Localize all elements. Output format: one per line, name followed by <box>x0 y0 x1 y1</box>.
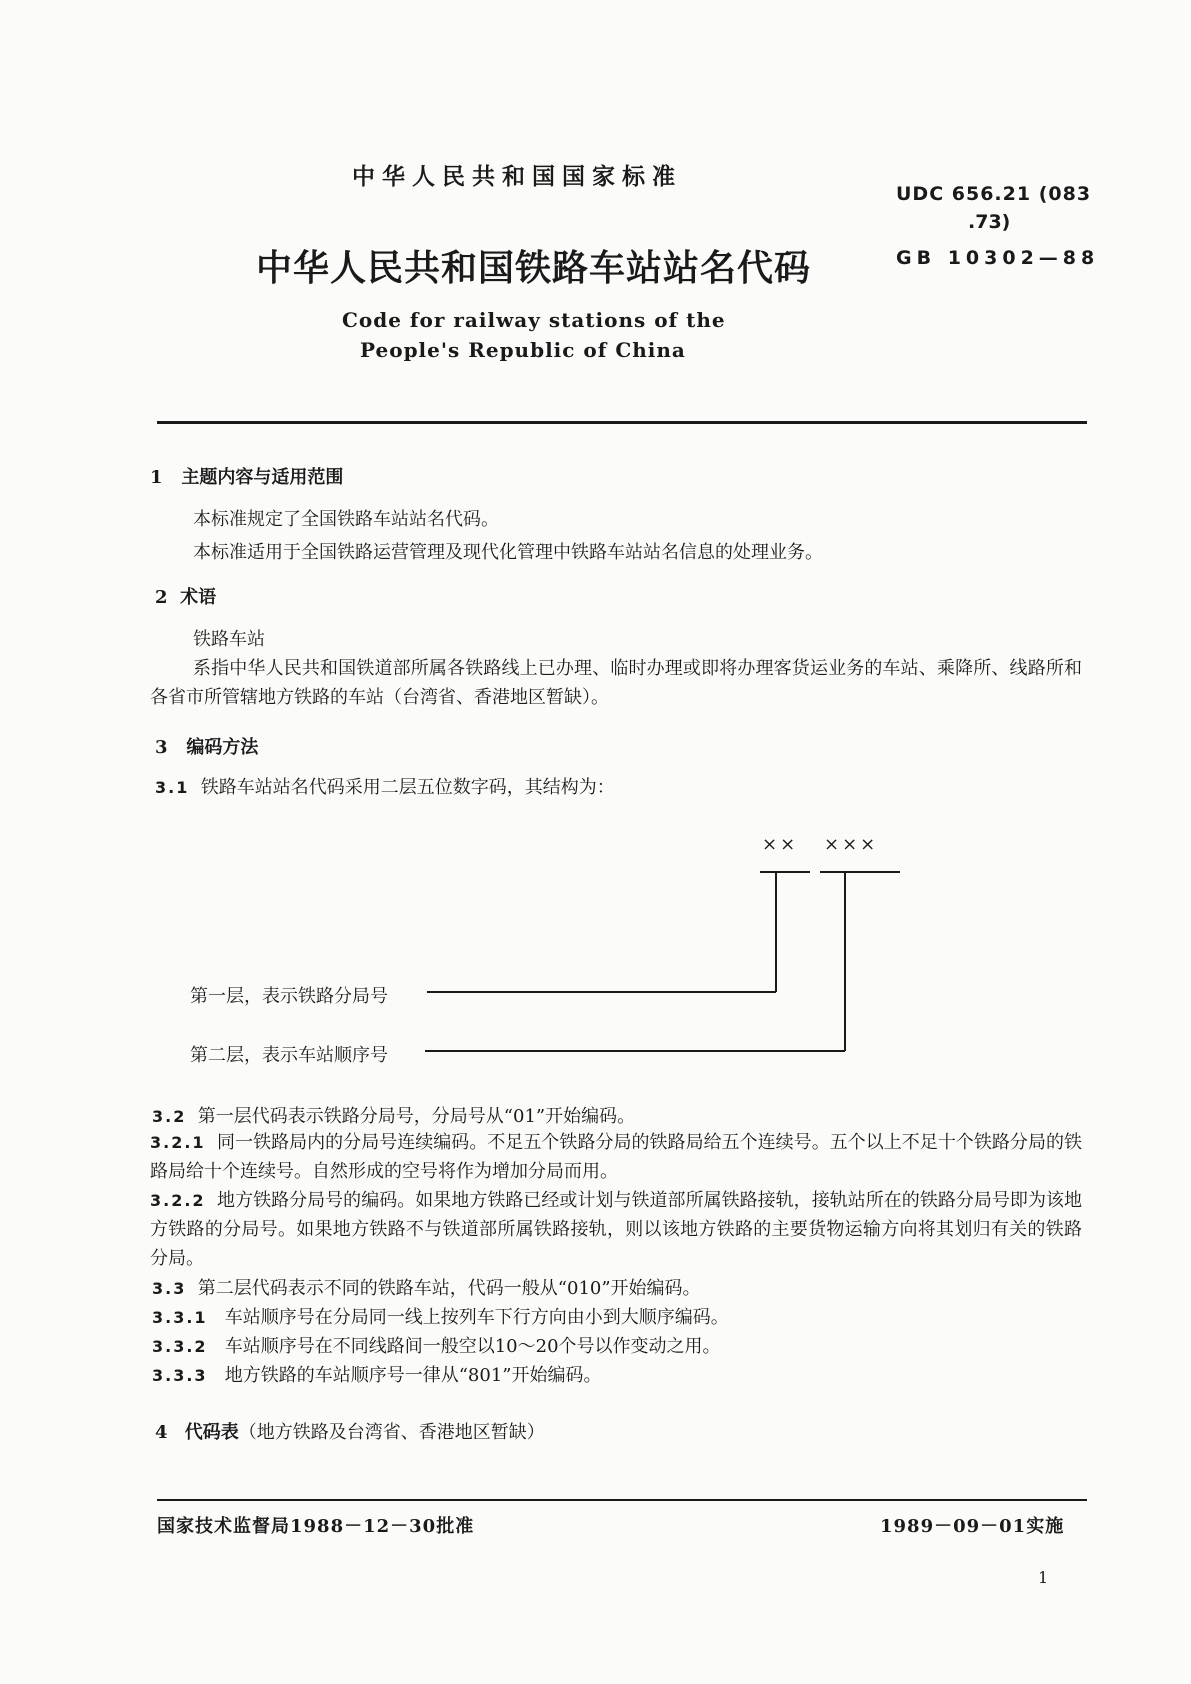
clause-3-3-3-text: 地方铁路的车站顺序号一律从“801”开始编码。 <box>224 1365 602 1386</box>
document-title-en-line1: Code for railway stations of the <box>342 308 726 332</box>
clause-3-3 <box>152 1274 701 1300</box>
diagram-label-level1: 第一层，表示铁路分局号 <box>190 986 388 1007</box>
clause-3-1-number: 3.1 <box>155 778 190 797</box>
clause-3-2 <box>152 1102 635 1128</box>
section1-number: 1 <box>150 467 163 488</box>
clause-3-3-1-text: 车站顺序号在分局同一线上按列车下行方向由小到大顺序编码。 <box>224 1307 729 1328</box>
udc-code-line2: .73) <box>968 211 1011 233</box>
clause-3-2-1-number: 3.2.1 <box>150 1133 206 1152</box>
code-group1: ×× <box>762 834 799 855</box>
clause-3-3-3 <box>152 1361 602 1387</box>
clause-3-2-text: 第一层代码表示铁路分局号，分局号从“01”开始编码。 <box>197 1106 636 1127</box>
section3-title: 编码方法 <box>186 737 259 758</box>
clause-3-3-number: 3.3 <box>152 1279 187 1298</box>
clause-3-2-1-text: 同一铁路局内的分局号连续编码。不足五个铁路分局的铁路局给五个连续号。五个以上不足十个铁路分局的铁路局给十个连续号。自然形成的空号将作为增加分局而用。 <box>150 1132 1082 1182</box>
clause-3-3-3-number: 3.3.3 <box>152 1366 208 1385</box>
section1-para2: 本标准适用于全国铁路运营管理及现代化管理中铁路车站站名信息的处理业务。 <box>193 542 823 563</box>
clause-3-3-2 <box>152 1332 721 1358</box>
clause-3-2-1 <box>150 1128 1082 1186</box>
clause-3-3-1-number: 3.3.1 <box>152 1308 208 1327</box>
clause-3-3-text: 第二层代码表示不同的铁路车站，代码一般从“010”开始编码。 <box>197 1278 701 1299</box>
clause-3-2-2-text: 地方铁路分局号的编码。如果地方铁路已经或计划与铁道部所属铁路接轨，接轨站所在的铁路分局号即为该地方铁路的分局号。如果地方铁路不与铁道部所属铁路接轨，则以该地方铁路的主要货物运输方向将其划归有关的铁路分局。 <box>150 1190 1082 1269</box>
section1-para1: 本标准规定了全国铁路车站站名代码。 <box>193 509 499 530</box>
section4-title: 代码表 <box>184 1422 239 1443</box>
clause-3-2-2 <box>150 1186 1082 1273</box>
document-title-cn: 中华人民共和国铁路车站站名代码 <box>256 248 812 289</box>
footer-divider <box>157 1499 1087 1501</box>
clause-3-3-2-number: 3.3.2 <box>152 1337 208 1356</box>
gb-standard-number: GB 10302—88 <box>896 247 1100 269</box>
section4-heading <box>155 1418 545 1444</box>
section3-number: 3 <box>155 737 168 758</box>
document-title-en-line2: People's Republic of China <box>360 338 686 362</box>
section4-number: 4 <box>155 1422 168 1443</box>
page-number: 1 <box>1038 1568 1049 1587</box>
standard-category-title: 中华人民共和国国家标准 <box>352 163 682 190</box>
udc-code-line1: UDC 656.21 (083 <box>896 183 1092 205</box>
section1-title: 主题内容与适用范围 <box>181 467 344 488</box>
clause-3-3-2-text: 车站顺序号在不同线路间一般空以10～20个号以作变动之用。 <box>224 1336 721 1357</box>
clause-3-2-2-number: 3.2.2 <box>150 1191 206 1210</box>
section4-note: （地方铁路及台湾省、香港地区暂缺） <box>238 1422 545 1443</box>
approval-date: 国家技术监督局1988－12－30批准 <box>157 1516 475 1537</box>
effective-date: 1989－09－01实施 <box>880 1516 1065 1537</box>
section2-term: 铁路车站 <box>193 629 265 650</box>
clause-3-2-number: 3.2 <box>152 1107 187 1126</box>
clause-3-3-1 <box>152 1303 729 1329</box>
diagram-label-level2: 第二层，表示车站顺序号 <box>190 1045 388 1066</box>
section2-definition: 系指中华人民共和国铁道部所属各铁路线上已办理、临时办理或即将办理客货运业务的车站、乘降所、线路所和各省市所管辖地方铁路的车站（台湾省、香港地区暂缺）。 <box>150 658 1082 708</box>
section2-title: 术语 <box>180 587 217 608</box>
clause-3-1-text: 铁路车站站名代码采用二层五位数字码，其结构为： <box>200 777 615 798</box>
section2-number: 2 <box>155 587 168 608</box>
code-group2: ××× <box>824 834 879 855</box>
